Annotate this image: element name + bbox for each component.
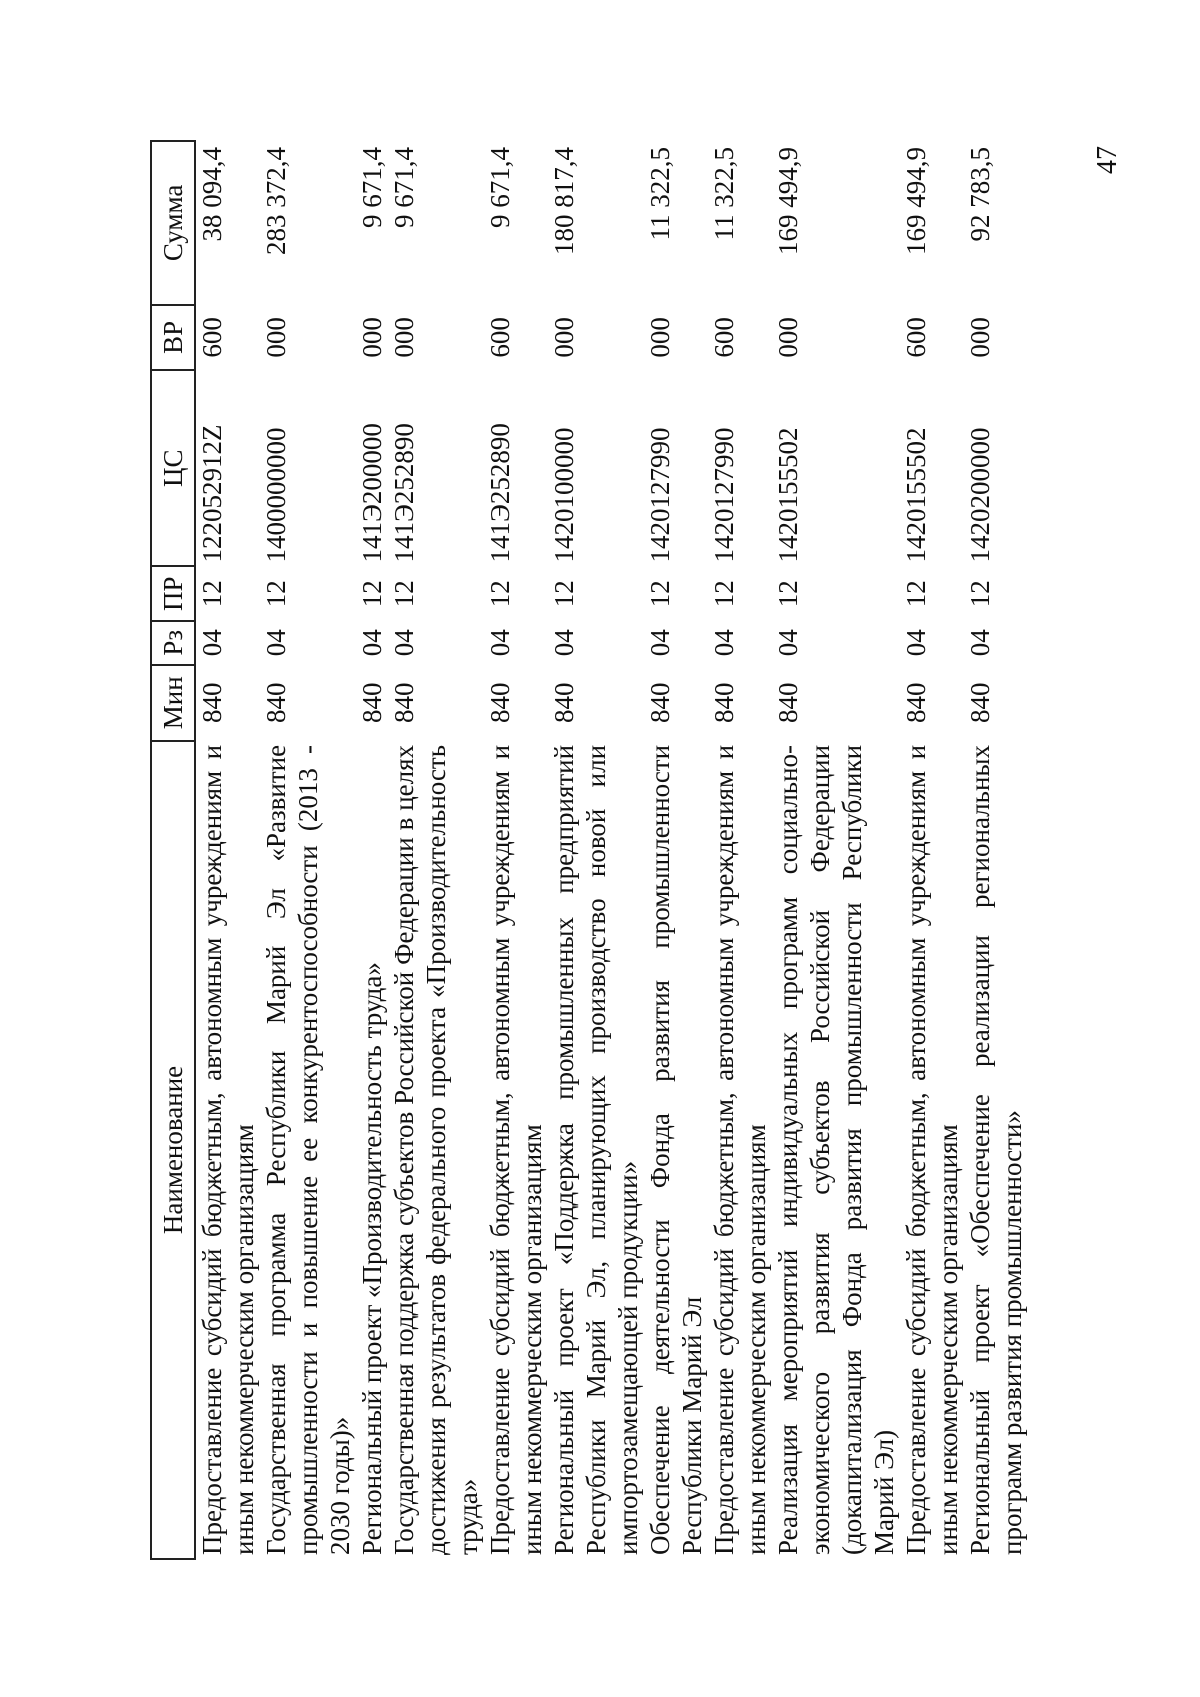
row-cs: 1420155502 [773, 427, 803, 563]
row-name: Предоставление субсидий бюджетным, автономным учреждениям и иным некоммерческим организациям [197, 744, 259, 1555]
row-cs: 1420127990 [645, 427, 675, 563]
row-cs: 1420100000 [549, 427, 579, 563]
row-sum: 9 671,4 [389, 147, 419, 228]
row-vr: 000 [549, 317, 579, 358]
row-pr: 12 [357, 580, 387, 608]
row-pr: 12 [645, 580, 675, 608]
row-sum: 9 671,4 [485, 147, 515, 228]
row-min: 840 [645, 682, 675, 724]
row-min: 840 [485, 682, 515, 724]
header-name: Наименование [151, 741, 195, 1559]
row-sum: 169 494,9 [901, 147, 931, 255]
row-sum: 38 094,4 [197, 147, 227, 242]
row-pr: 12 [389, 580, 419, 608]
row-cs: 141Э252890 [389, 423, 419, 563]
row-pr: 12 [901, 580, 931, 608]
row-vr: 000 [773, 317, 803, 358]
row-min: 840 [965, 682, 995, 724]
row-rz: 04 [645, 629, 675, 657]
row-rz: 04 [965, 629, 995, 657]
budget-table [150, 140, 1028, 1560]
row-min: 840 [261, 682, 291, 724]
row-pr: 12 [773, 580, 803, 608]
row-name: Предоставление субсидий бюджетным, автономным учреждениям и иным некоммерческим организациям [901, 744, 963, 1555]
row-sum: 11 322,5 [709, 147, 739, 241]
row-rz: 04 [549, 629, 579, 657]
table-row [195, 141, 260, 1559]
row-min: 840 [549, 682, 579, 724]
header-rz: Рз [151, 621, 195, 665]
row-min: 840 [709, 682, 739, 724]
budget-table-wrapper [150, 140, 1027, 1560]
row-cs: 1420200000 [965, 427, 995, 563]
table-row [356, 141, 388, 1559]
table-row [548, 141, 644, 1559]
row-sum: 283 372,4 [261, 147, 291, 255]
row-vr: 000 [389, 317, 419, 358]
table-row [708, 141, 772, 1559]
row-min: 840 [773, 682, 803, 724]
row-cs: 122052912Z [197, 424, 227, 563]
row-cs: 1420127990 [709, 427, 739, 563]
row-rz: 04 [709, 629, 739, 657]
row-name: Региональный проект «Производительность труда» [357, 962, 387, 1555]
row-vr: 000 [645, 317, 675, 358]
row-rz: 04 [485, 629, 515, 657]
header-cs: ЦС [151, 370, 195, 566]
row-pr: 12 [549, 580, 579, 608]
row-min: 840 [389, 682, 419, 724]
table-row [484, 141, 548, 1559]
table-row [900, 141, 964, 1559]
row-cs: 141Э200000 [357, 423, 387, 563]
row-name: Предоставление субсидий бюджетным, автономным учреждениям и иным некоммерческим организациям [709, 744, 771, 1555]
row-name: Региональный проект «Обеспечение реализации региональных программ развития промышленности» [965, 744, 1027, 1555]
row-sum: 169 494,9 [773, 147, 803, 255]
table-row [644, 141, 708, 1559]
row-pr: 12 [197, 580, 227, 608]
table-row [964, 141, 1028, 1559]
row-name: Реализация мероприятий индивидуальных программ социально-экономического развития субъектов Российской Федерации (докапитализация Фонда развития промышленности Республики Марий Эл) [773, 744, 899, 1555]
row-rz: 04 [261, 629, 291, 657]
row-pr: 12 [709, 580, 739, 608]
row-name: Государственная программа Республики Марий Эл «Развитие промышленности и повышение ее конкурентоспособности (2013 - 2030 годы)» [261, 744, 355, 1555]
table-row [388, 141, 484, 1559]
row-sum: 11 322,5 [645, 147, 675, 241]
header-sum: Сумма [151, 141, 195, 305]
row-vr: 600 [709, 317, 739, 358]
row-vr: 000 [357, 317, 387, 358]
header-pr: ПР [151, 566, 195, 621]
row-pr: 12 [485, 580, 515, 608]
row-vr: 000 [261, 317, 291, 358]
table-row [772, 141, 900, 1559]
header-min: Мин [151, 665, 195, 741]
header-vr: ВР [151, 305, 195, 370]
row-sum: 92 783,5 [965, 147, 995, 242]
row-name: Региональный проект «Поддержка промышленных предприятий Республики Марий Эл, планирующих производство новой или импортозамещающей продукции» [549, 744, 643, 1555]
row-pr: 12 [261, 580, 291, 608]
page-number: 47 [1092, 146, 1123, 174]
row-cs: 1400000000 [261, 427, 291, 563]
row-vr: 600 [197, 317, 227, 358]
row-cs: 141Э252890 [485, 423, 515, 563]
table-body [195, 141, 1028, 1559]
row-rz: 04 [389, 629, 419, 657]
row-name: Государственная поддержка субъектов Российской Федерации в целях достижения результатов федерального проекта «Производительность труда» [389, 744, 483, 1555]
row-rz: 04 [901, 629, 931, 657]
row-rz: 04 [197, 629, 227, 657]
row-cs: 1420155502 [901, 427, 931, 563]
row-vr: 600 [901, 317, 931, 358]
row-sum: 9 671,4 [357, 147, 387, 228]
row-name: Предоставление субсидий бюджетным, автономным учреждениям и иным некоммерческим организациям [485, 744, 547, 1555]
row-name: Обеспечение деятельности Фонда развития промышленности Республики Марий Эл [645, 744, 707, 1555]
row-rz: 04 [773, 629, 803, 657]
table-row [260, 141, 356, 1559]
row-rz: 04 [357, 629, 387, 657]
row-min: 840 [901, 682, 931, 724]
row-sum: 180 817,4 [549, 147, 579, 255]
row-min: 840 [197, 682, 227, 724]
table-header [151, 141, 195, 1559]
row-pr: 12 [965, 580, 995, 608]
row-min: 840 [357, 682, 387, 724]
row-vr: 600 [485, 317, 515, 358]
row-vr: 000 [965, 317, 995, 358]
